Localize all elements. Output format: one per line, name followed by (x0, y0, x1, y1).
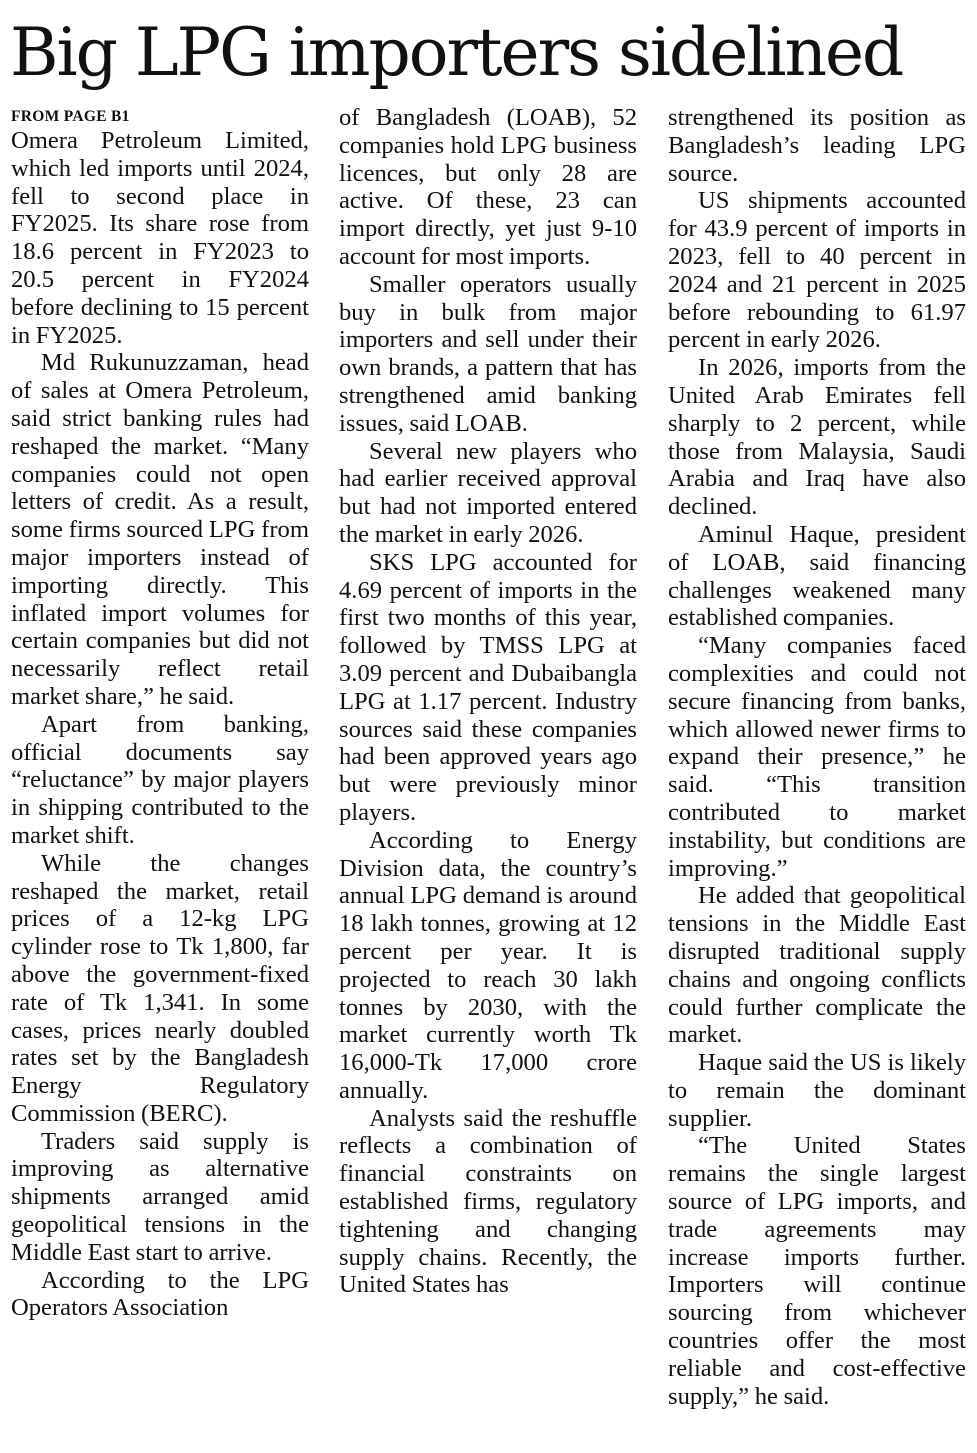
paragraph-17: Haque said the US is likely to remain the dominant supplier. (668, 1049, 966, 1132)
article-column-2 (339, 104, 637, 1444)
paragraph-6-continued: of Bangladesh (LOAB), 52 companies hold LPG business licences, but only 28 are active. Of these, 23 can import directly, yet just 9-10 account for most imports. (339, 104, 637, 270)
paragraph-1: Omera Petroleum Limited, which led imports until 2024, fell to second place in FY2025. Its share rose from 18.6 percent in FY2023 to 20.5 percent in FY2024 before declining to 15 percent in FY2025. (11, 127, 309, 349)
paragraph-4: While the changes reshaped the market, retail prices of a 12-kg LPG cylinder rose to Tk 1,800, far above the government-fixed rate of Tk 1,341. In some cases, prices nearly doubled rates set by the Bangladesh Energy Regulatory Commission (BERC). (11, 849, 309, 1127)
paragraph-12: US shipments accounted for 43.9 percent of imports in 2023, fell to 40 percent in 2024 and 21 percent in 2025 before rebounding to 61.97 percent in early 2026. (668, 187, 966, 354)
paragraph-11-continued: strengthened its position as Bangladesh’s leading LPG source. (668, 104, 966, 187)
paragraph-9: SKS LPG accounted for 4.69 percent of imports in the first two months of this year, followed by TMSS LPG at 3.09 percent and Dubaibangla LPG at 1.17 percent. Industry sources said these companies had been approved years ago but were previously minor players. (339, 548, 637, 826)
kicker: FROM PAGE B1 (11, 108, 130, 125)
paragraph-18: “The United States remains the single largest source of LPG imports, and trade agreements may increase imports further. Importers will continue sourcing from whichever countries offer the most reliable and cost-effective supply,” he said. (668, 1132, 966, 1410)
article-column-1 (11, 104, 309, 1444)
paragraph-2: Md Rukunuzzaman, head of sales at Omera Petroleum, said strict banking rules had reshaped the market. “Many companies could not open letters of credit. As a result, some firms sourced LPG from major importers instead of importing directly. This inflated import volumes for certain companies but did not necessarily reflect retail market share,” he said. (11, 349, 309, 710)
paragraph-13: In 2026, imports from the United Arab Emirates fell sharply to 2 percent, while those from Malaysia, Saudi Arabia and Iraq have also declined. (668, 354, 966, 521)
paragraph-15: “Many companies faced complexities and could not secure financing from banks, which allowed newer firms to expand their presence,” he said. “This transition contributed to market instability, but conditions are improving.” (668, 632, 966, 882)
paragraph-7: Smaller operators usually buy in bulk from major importers and sell under their own brands, a pattern that has strengthened amid banking issues, said LOAB. (339, 270, 637, 437)
paragraph-3: Apart from banking, official documents say “reluctance” by major players in shipping contributed to the market shift. (11, 710, 309, 849)
paragraph-11: Analysts said the reshuffle reflects a combination of financial constraints on established firms, regulatory tightening and changing supply chains. Recently, the United States has (339, 1104, 637, 1299)
paragraph-16: He added that geopolitical tensions in the Middle East disrupted traditional supply chains and ongoing conflicts could further complicate the market. (668, 882, 966, 1049)
paragraph-8: Several new players who had earlier received approval but had not imported entered the market in early 2026. (339, 437, 637, 548)
paragraph-6: According to the LPG Operators Association (11, 1266, 309, 1322)
paragraph-14: Aminul Haque, president of LOAB, said financing challenges weakened many established companies. (668, 520, 966, 632)
paragraph-10: According to Energy Division data, the country’s annual LPG demand is around 18 lakh tonnes, growing at 12 percent per year. It is projected to reach 30 lakh tonnes by 2030, with the market currently worth Tk 16,000-Tk 17,000 crore annually. (339, 826, 637, 1104)
headline: Big LPG importers sidelined (10, 14, 903, 91)
paragraph-5: Traders said supply is improving as alternative shipments arranged amid geopolitical tensions in the Middle East start to arrive. (11, 1127, 309, 1266)
article-column-3 (668, 104, 966, 1444)
